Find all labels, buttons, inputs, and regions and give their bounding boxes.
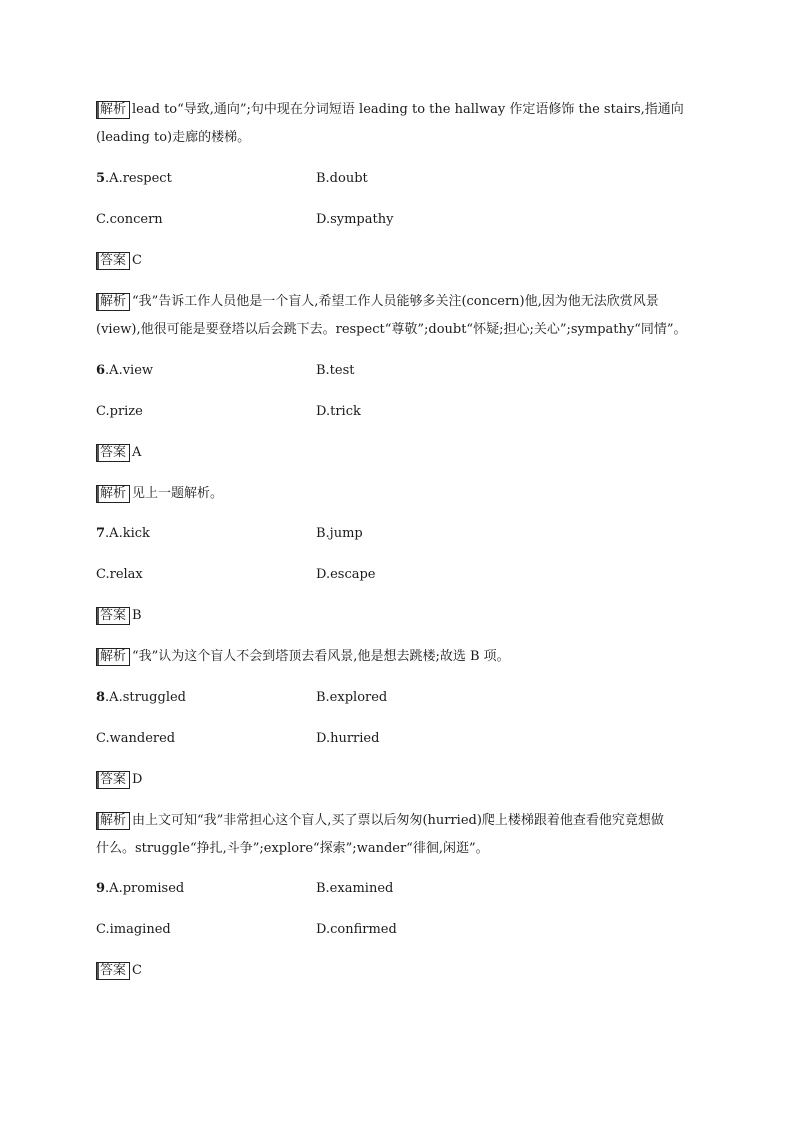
option-d: D.hurried (316, 731, 380, 746)
analysis-text: 见上一题解析。 (132, 486, 224, 501)
analysis-4-line-2: (leading to)走廊的楼梯。 (96, 130, 251, 145)
answer-value: D (132, 772, 143, 787)
option-c: C.prize (96, 404, 143, 419)
option-a: .A.promised (105, 881, 185, 896)
question-5-row-2 (96, 211, 696, 229)
analysis-label: 解析 (96, 485, 130, 503)
answer-9 (96, 962, 142, 980)
question-number: 9 (96, 881, 106, 896)
answer-value: A (132, 445, 142, 460)
question-6-row-2 (96, 403, 696, 421)
option-a: .A.view (105, 363, 154, 378)
analysis-6 (96, 485, 223, 503)
analysis-text: 由上文可知“我”非常担心这个盲人,买了票以后匆匆(hurried)爬上楼梯跟着他查看他究竟想做 (132, 813, 664, 828)
analysis-text: lead to“导致,通向”;句中现在分词短语 leading to the hallway 作定语修饰 the stairs,指通向 (132, 102, 684, 117)
answer-label: 答案 (96, 444, 130, 462)
analysis-label: 解析 (96, 812, 130, 830)
answer-8 (96, 771, 142, 789)
option-b: B.jump (316, 526, 363, 541)
question-6-row-1 (96, 362, 696, 380)
answer-label: 答案 (96, 771, 130, 789)
analysis-label: 解析 (96, 648, 130, 666)
option-a: .A.struggled (105, 690, 186, 705)
option-d: D.trick (316, 404, 361, 419)
question-7-row-1 (96, 525, 696, 543)
question-number: 8 (96, 690, 106, 705)
analysis-text: “我”告诉工作人员他是一个盲人,希望工作人员能够多关注(concern)他,因为他无法欣赏风景 (132, 294, 659, 309)
question-9-row-2 (96, 921, 696, 939)
option-b: B.doubt (316, 171, 368, 186)
option-c: C.wandered (96, 731, 176, 746)
question-8-row-2 (96, 730, 696, 748)
option-b: B.examined (316, 881, 394, 896)
answer-value: C (132, 963, 142, 978)
analysis-5-line-2: (view),他很可能是要登塔以后会跳下去。respect“尊敬”;doubt“怀疑;担心;关心”;sympathy“同情”。 (96, 322, 687, 337)
option-d: D.escape (316, 567, 376, 582)
analysis-label: 解析 (96, 293, 130, 311)
question-number: 6 (96, 363, 106, 378)
answer-7 (96, 607, 142, 625)
analysis-5-line-1 (96, 293, 659, 311)
answer-label: 答案 (96, 607, 130, 625)
option-c: C.concern (96, 212, 163, 227)
option-c: C.relax (96, 567, 143, 582)
answer-value: C (132, 253, 142, 268)
answer-5 (96, 252, 142, 270)
option-b: B.test (316, 363, 355, 378)
question-9-row-1 (96, 880, 696, 898)
question-number: 5 (96, 171, 106, 186)
option-b: B.explored (316, 690, 388, 705)
option-d: D.sympathy (316, 212, 394, 227)
analysis-4-line-1 (96, 101, 684, 119)
option-c: C.imagined (96, 922, 171, 937)
answer-6 (96, 444, 141, 462)
analysis-label: 解析 (96, 101, 130, 119)
analysis-8-line-1 (96, 812, 664, 830)
option-d: D.confirmed (316, 922, 397, 937)
analysis-8-line-2: 什么。struggle“挣扎,斗争”;explore“探索”;wander“徘徊,闲逛”。 (96, 841, 489, 856)
answer-label: 答案 (96, 962, 130, 980)
answer-value: B (132, 608, 142, 623)
question-number: 7 (96, 526, 106, 541)
question-5-row-1 (96, 170, 696, 188)
question-8-row-1 (96, 689, 696, 707)
option-a: .A.kick (105, 526, 150, 541)
option-a: .A.respect (105, 171, 172, 186)
analysis-text: “我”认为这个盲人不会到塔顶去看风景,他是想去跳楼;故选 B 项。 (132, 649, 510, 664)
question-7-row-2 (96, 566, 696, 584)
analysis-7 (96, 648, 510, 666)
answer-label: 答案 (96, 252, 130, 270)
